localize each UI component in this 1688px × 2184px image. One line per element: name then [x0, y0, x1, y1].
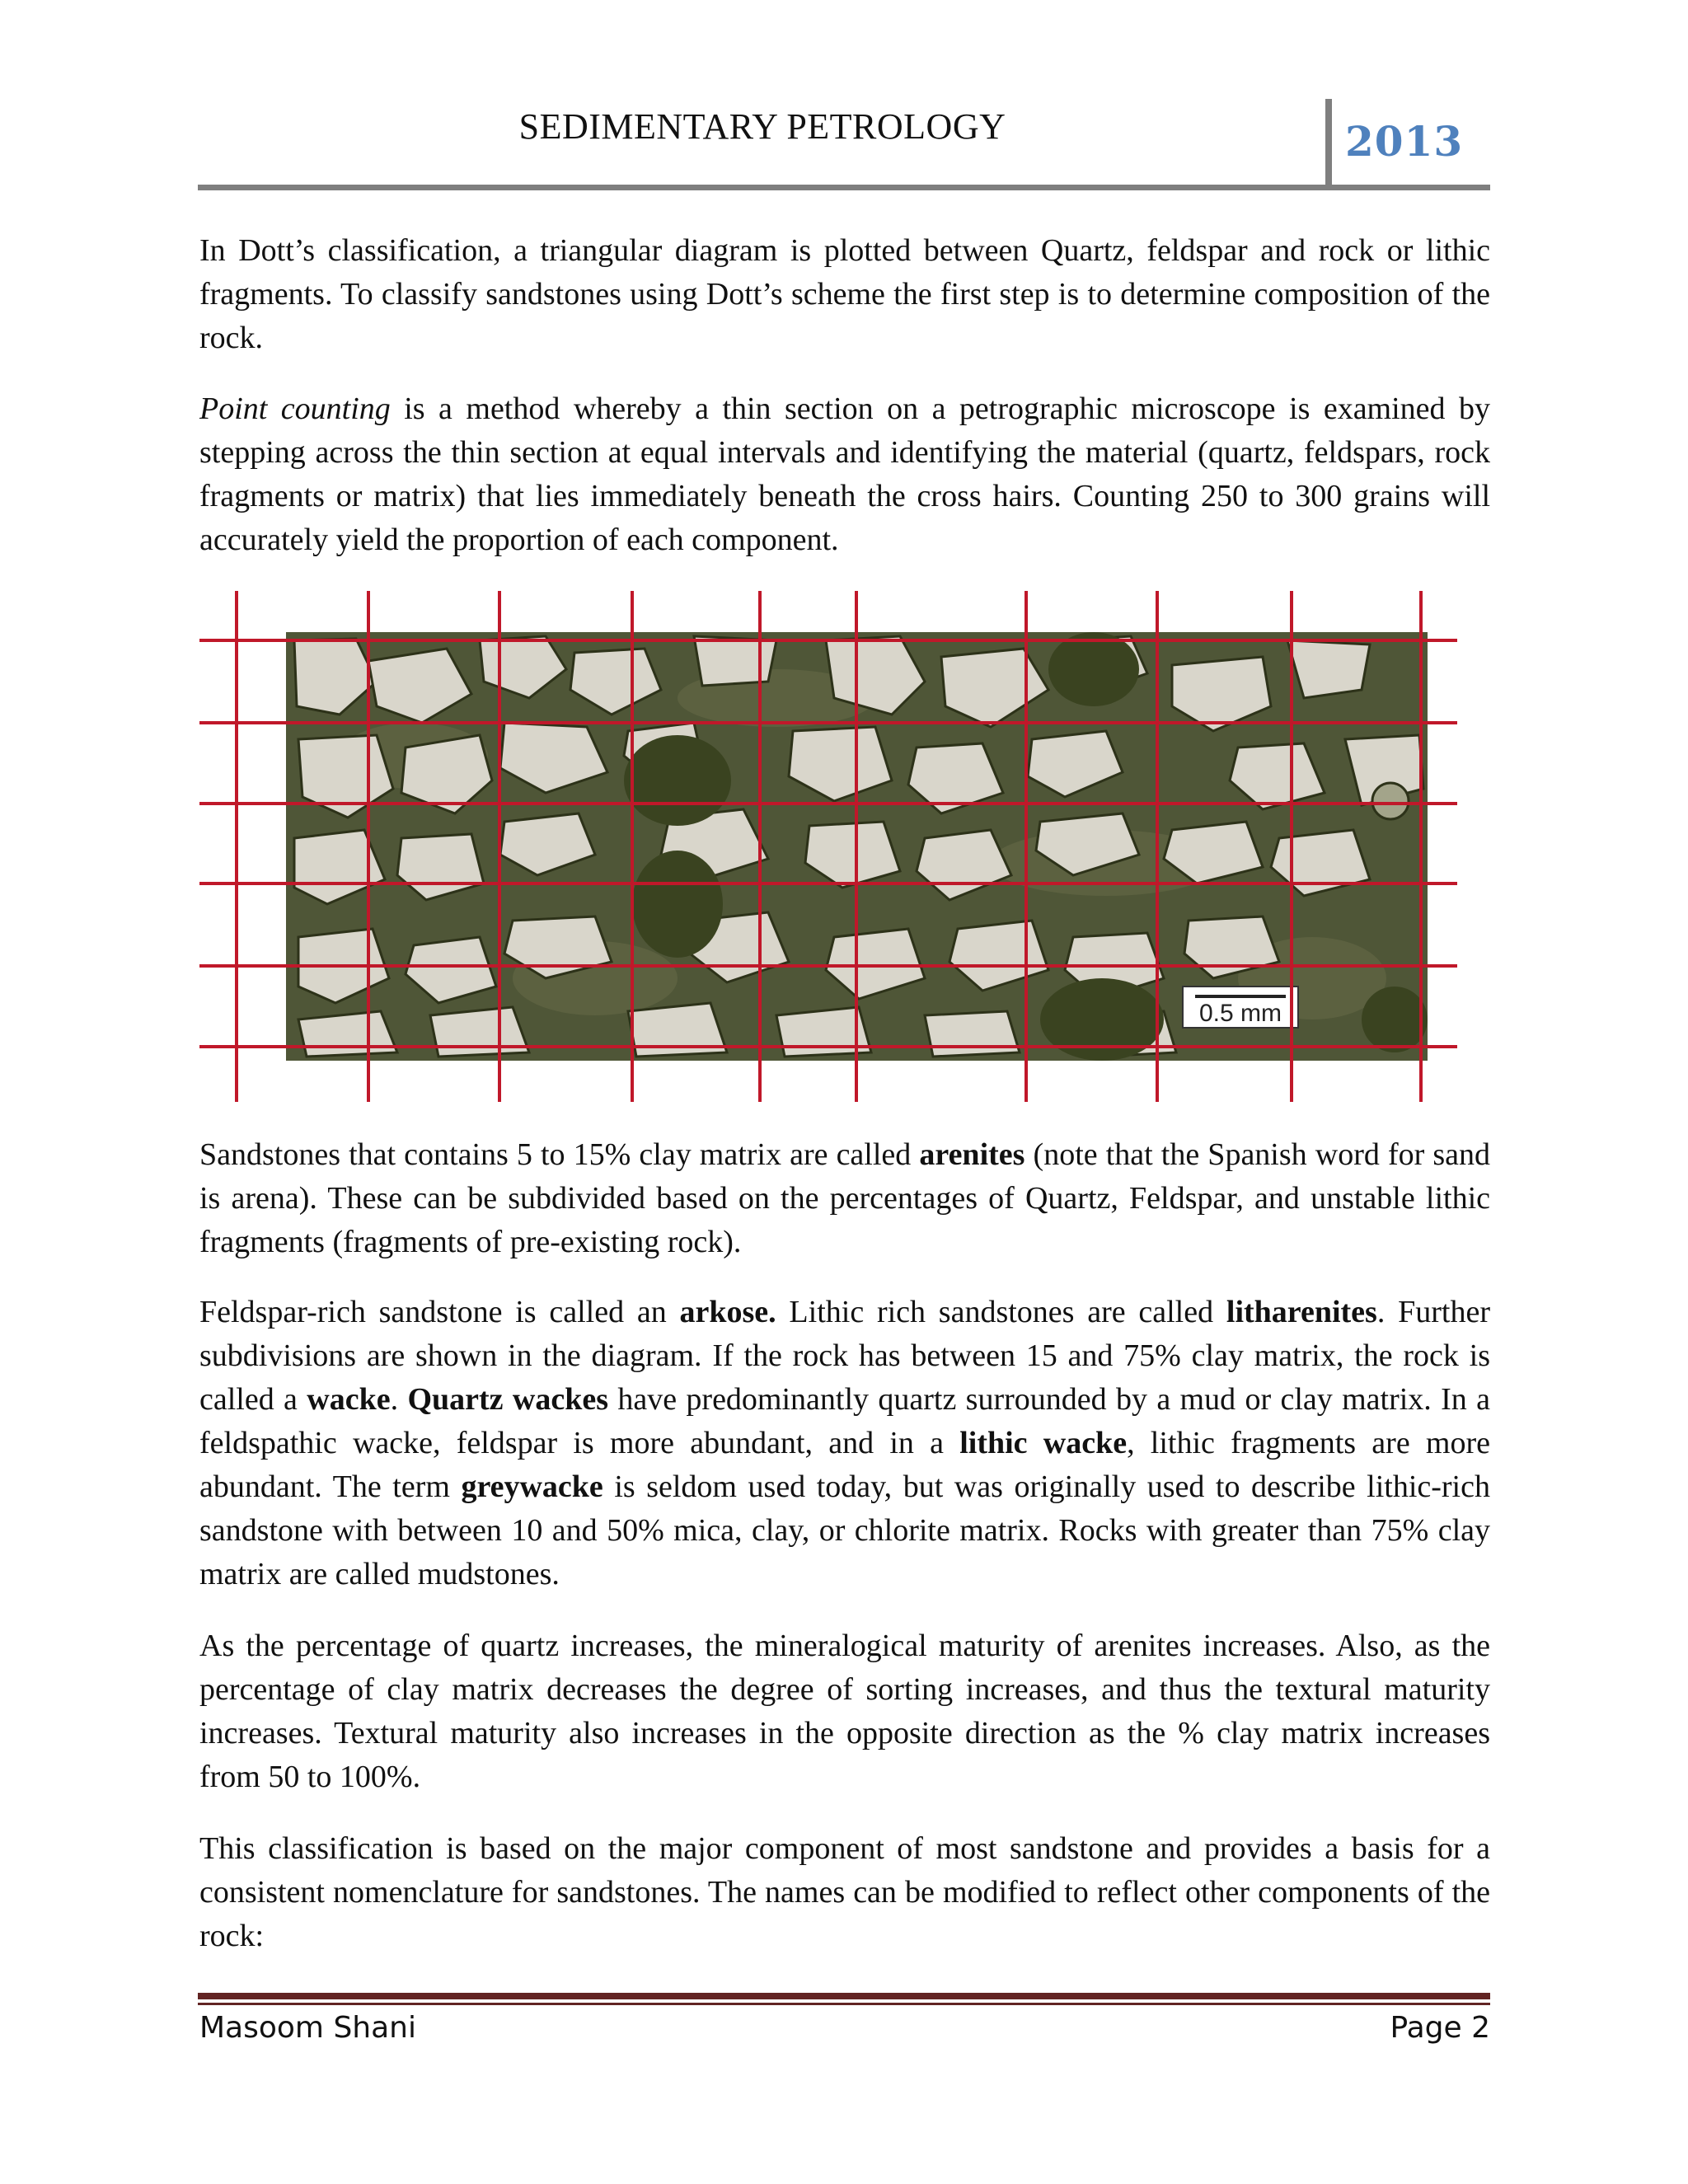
- paragraph-text: (note that the Spanish word for sand is arena). These can be subdivided based on the percentages of Quartz, Feldspar, and unstable lithic fragments (fragments of pre-existing rock).: [199, 1137, 1491, 1259]
- header-rule: [198, 185, 1490, 190]
- paragraph-dott-classification: In Dott’s classification, a triangular diagram is plotted between Quartz, feldspar and rock or lithic fragments. To classify sandstones using Dott’s scheme the first step is to determine composition of the rock.: [199, 233, 1490, 355]
- header-year: 2013: [1345, 117, 1464, 166]
- paragraph-arenites: [199, 1133, 1490, 1264]
- paragraph-text: .: [390, 1382, 408, 1417]
- header-divider-vertical: [1325, 99, 1332, 188]
- paragraph-text: is seldom used today, but was originally used to describe lithic-rich sandstone with between 10 and 50% mica, clay, or chlorite matrix. Rocks with greater than 75% clay matrix are called mudstones.: [199, 1469, 1490, 1591]
- term-wacke: wacke: [307, 1382, 391, 1417]
- term-litharenites: litharenites: [1226, 1295, 1377, 1329]
- paragraph-point-counting: [199, 387, 1490, 562]
- paragraph-arkose-wacke: [199, 1291, 1490, 1596]
- paragraph-text: Feldspar-rich sandstone is called an: [199, 1295, 680, 1329]
- footer-rule-thick: [198, 1993, 1490, 1999]
- footer-author: Masoom Shani: [199, 2011, 416, 2045]
- round-grain: [1372, 783, 1409, 819]
- footer-rule-thin: [198, 2003, 1490, 2005]
- page-number: Page 2: [1390, 2011, 1490, 2045]
- paragraph-nomenclature: This classification is based on the major component of most sandstone and provides a basis for a consistent nomenclature for sandstones. The names can be modified to reflect other components of the rock:: [199, 1831, 1490, 1953]
- scale-bar-label: 0.5 mm: [1198, 1000, 1282, 1027]
- term-greywacke: greywacke: [461, 1469, 603, 1504]
- paragraph-text: Sandstones that contains 5 to 15% clay matrix are called: [199, 1137, 920, 1172]
- term-arkose: arkose.: [679, 1295, 776, 1329]
- paragraph-text: is a method whereby a thin section on a petrographic microscope is examined by stepping across the thin section at equal intervals and identifying the material (quartz, feldspars, rock fragments or matrix) that lies immediately beneath the cross hairs. Counting 250 to 300 grains will accurately yield the proportion of each component.: [199, 391, 1491, 557]
- paragraph-maturity: As the percentage of quartz increases, the mineralogical maturity of arenites increases. Also, as the percentage of clay matrix decreases the degree of sorting increases, and thus the textural maturity increases. Textural maturity also increases in the opposite direction as the % clay matrix increases from 50 to 100%.: [199, 1629, 1490, 1794]
- paragraph-text: Lithic rich sandstones are called: [776, 1295, 1226, 1329]
- term-arenites: arenites: [919, 1137, 1025, 1172]
- running-header-title: SEDIMENTARY PETROLOGY: [518, 106, 1006, 147]
- thin-section-micrograph: [199, 591, 1457, 1102]
- term-quartz-wackes: Quartz wackes: [407, 1382, 608, 1417]
- scale-bar: [1183, 987, 1298, 1028]
- term-lithic-wacke: lithic wacke: [959, 1426, 1128, 1460]
- micrograph-svg: [199, 591, 1457, 1102]
- paragraph-text: , lithic fragments are more abundant. The term: [199, 1426, 1490, 1504]
- term-point-counting: Point counting: [199, 391, 391, 426]
- paragraph-text: have predominantly quartz surrounded by a mud or clay matrix. In a feldspathic wacke, feldspar is more abundant, and in a: [199, 1382, 1490, 1460]
- paragraph-text: . Further subdivisions are shown in the diagram. If the rock has between 15 and 75% clay matrix, the rock is called a: [199, 1295, 1490, 1417]
